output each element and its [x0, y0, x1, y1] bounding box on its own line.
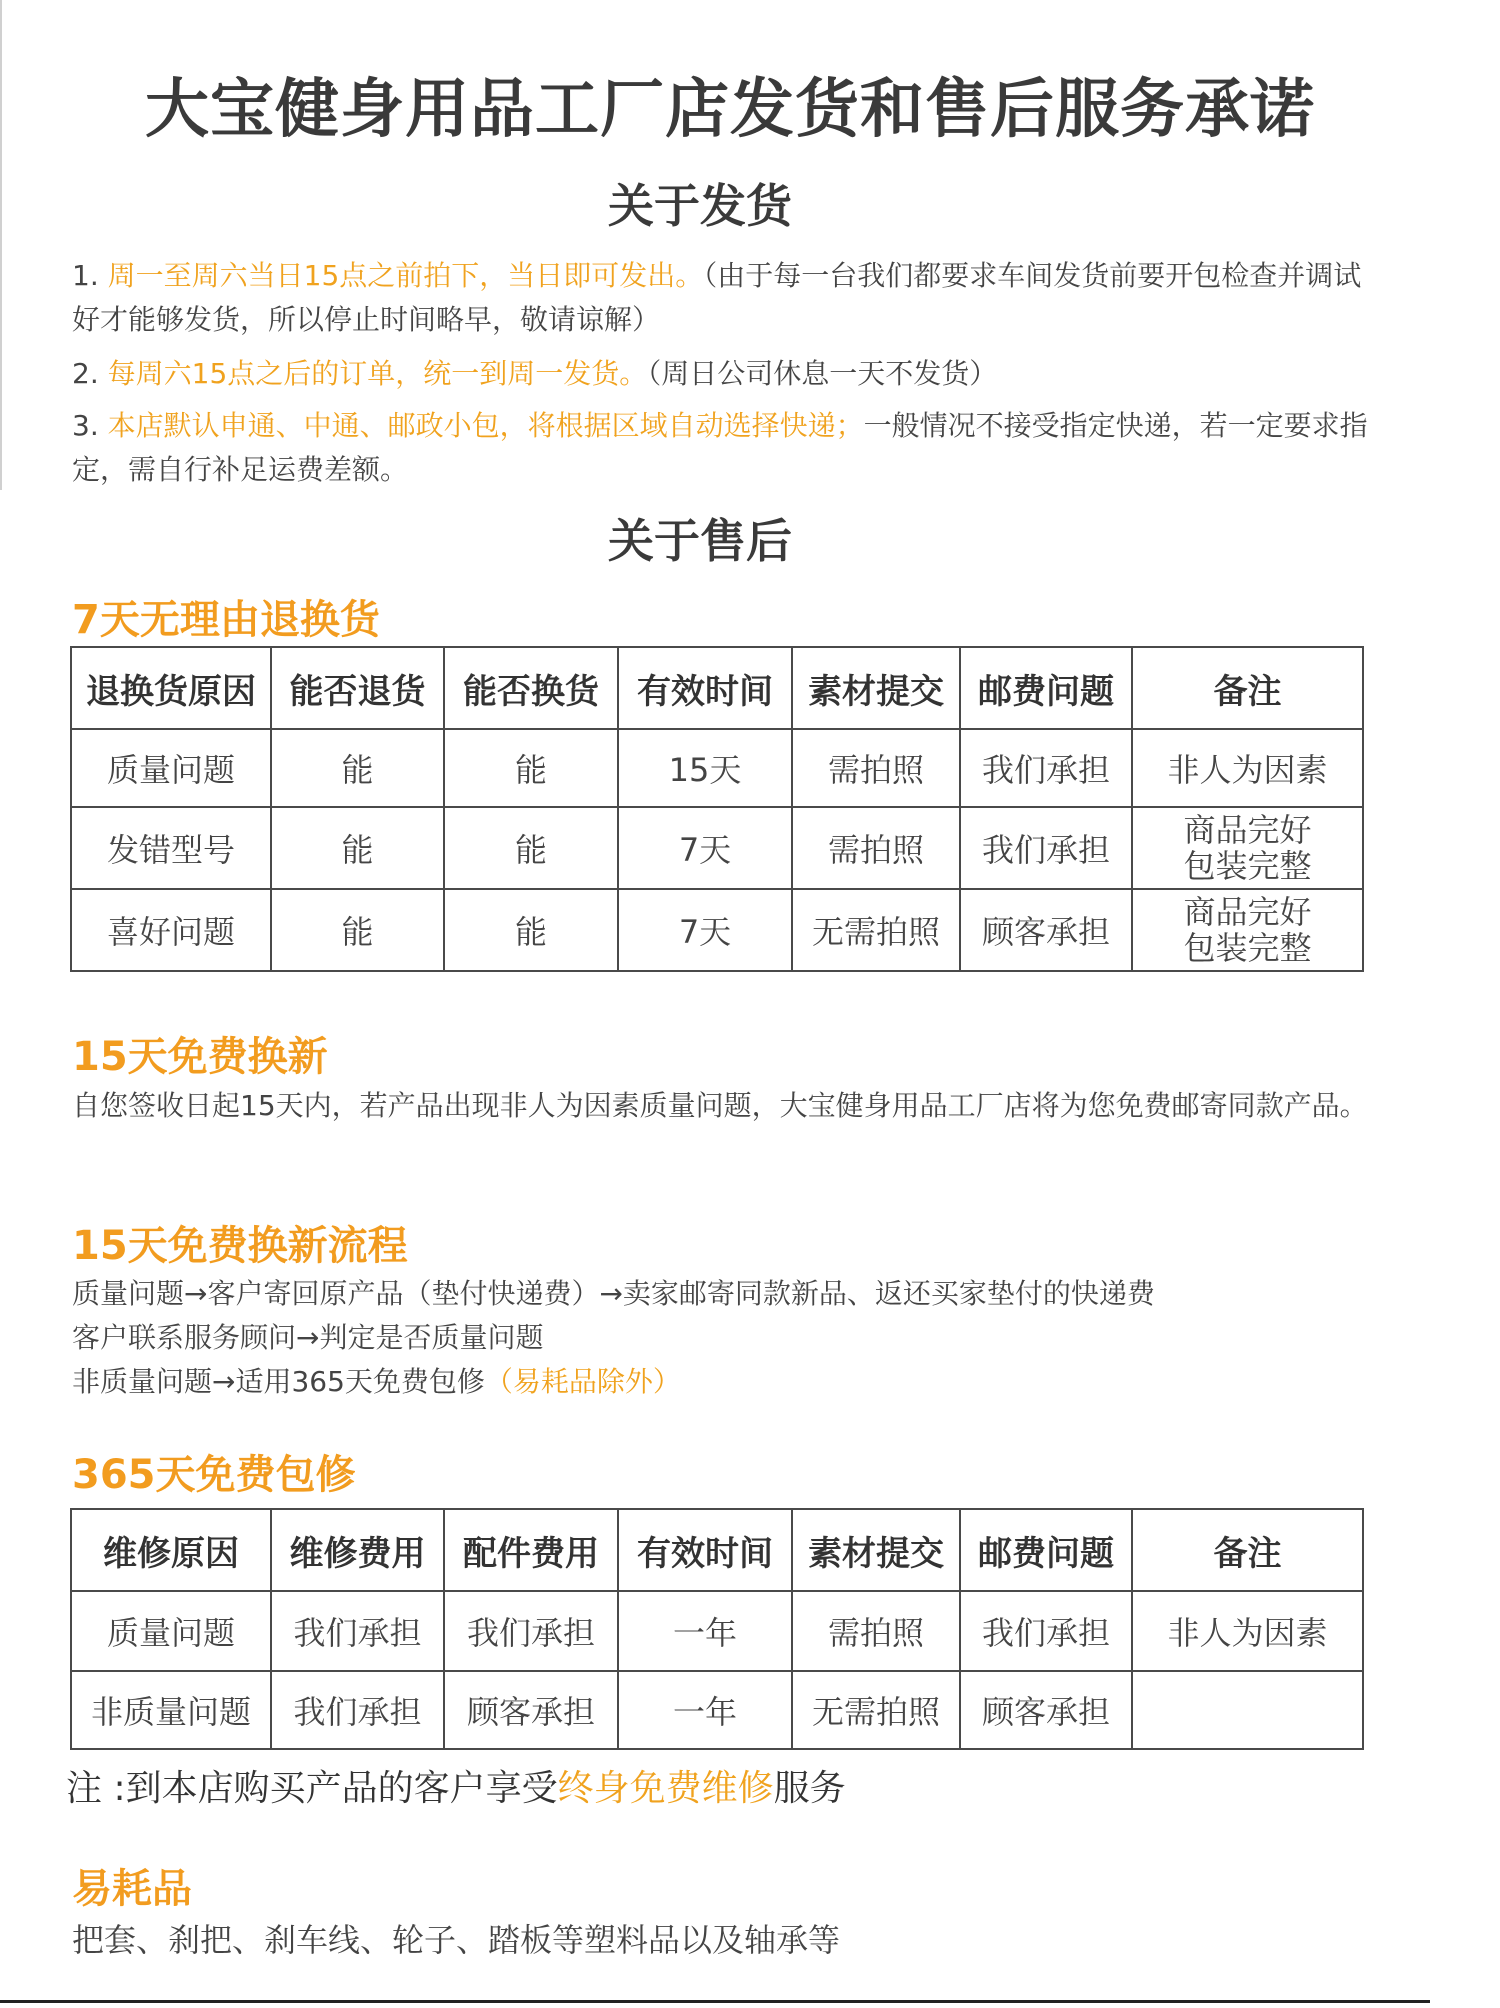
table-row	[71, 807, 1363, 889]
table-cell-note: 商品完好 包装完整	[1132, 807, 1363, 889]
table-cell: 需拍照	[792, 1591, 960, 1671]
table-cell: 质量问题	[71, 1591, 271, 1671]
table-cell: 顾客承担	[960, 1671, 1132, 1749]
replacement-title: 15天免费换新	[72, 1034, 328, 1080]
shipping-item-3-highlight: 本店默认申通、中通、邮政小包，将根据区域自动选择快递；	[107, 409, 864, 442]
table-cell: 能	[444, 807, 618, 889]
table-row	[71, 889, 1363, 971]
repair-header-postage: 邮费问题	[960, 1509, 1132, 1591]
repair-header-repair-fee: 维修费用	[271, 1509, 444, 1591]
table-cell: 15天	[618, 729, 792, 807]
repair-header-parts-fee: 配件费用	[444, 1509, 618, 1591]
table-cell: 7天	[618, 807, 792, 889]
shipping-item-3: 3. 本店默认申通、中通、邮政小包，将根据区域自动选择快递；一般情况不接受指定快递，若一定要求指定，需自行补足运费差额。	[72, 409, 1368, 486]
table-cell: 我们承担	[271, 1591, 444, 1671]
process-line-2: 客户联系服务顾问→判定是否质量问题	[72, 1321, 544, 1354]
table-row	[71, 1671, 1363, 1749]
table-cell: 无需拍照	[792, 889, 960, 971]
table-cell: 无需拍照	[792, 1671, 960, 1749]
repair-header-reason: 维修原因	[71, 1509, 271, 1591]
table-cell: 需拍照	[792, 807, 960, 889]
table-cell: 能	[444, 889, 618, 971]
replacement-process-title: 15天免费换新流程	[72, 1223, 408, 1269]
table-cell: 非人为因素	[1132, 729, 1363, 807]
process-line-1: 质量问题→客户寄回原产品（垫付快递费）→卖家邮寄同款新品、返还买家垫付的快递费	[72, 1277, 1155, 1310]
table-cell: 我们承担	[960, 729, 1132, 807]
table-cell: 能	[271, 807, 444, 889]
table-cell	[1132, 1671, 1363, 1749]
shipping-item-1: 1. 周一至周六当日15点之前拍下，当日即可发出。（由于每一台我们都要求车间发货前要开包检查并调试好才能够发货，所以停止时间略早，敬请谅解）	[72, 259, 1362, 336]
return-header-validity: 有效时间	[618, 647, 792, 729]
table-cell: 7天	[618, 889, 792, 971]
return-header-refund: 能否退货	[271, 647, 444, 729]
repair-header-validity: 有效时间	[618, 1509, 792, 1591]
consumables-text: 把套、刹把、刹车线、轮子、踏板等塑料品以及轴承等	[72, 1921, 841, 1959]
table-cell: 需拍照	[792, 729, 960, 807]
return-header-exchange: 能否换货	[444, 647, 618, 729]
shipping-item-2-highlight: 每周六15点之后的订单，统一到周一发货。	[107, 357, 648, 390]
table-cell: 我们承担	[960, 1591, 1132, 1671]
repair-title: 365天免费包修	[72, 1452, 356, 1498]
page-title: 大宝健身用品工厂店发货和售后服务承诺	[145, 73, 1315, 147]
lifetime-repair-note: 注 :到本店购买产品的客户享受终身免费维修服务	[66, 1768, 846, 1809]
shipping-item-2: 2. 每周六15点之后的订单，统一到周一发货。（周日公司休息一天不发货）	[72, 357, 998, 390]
return-header-reason: 退换货原因	[71, 647, 271, 729]
shipping-item-1-highlight: 周一至周六当日15点之前拍下，当日即可发出。	[107, 259, 704, 292]
return-policy-title: 7天无理由退换货	[72, 597, 380, 643]
table-cell: 能	[444, 729, 618, 807]
repair-header-note: 备注	[1132, 1509, 1363, 1591]
return-table	[70, 646, 1364, 972]
table-cell-note: 商品完好 包装完整	[1132, 889, 1363, 971]
shipping-item-2-rest: （周日公司休息一天不发货）	[647, 357, 998, 390]
return-header-note: 备注	[1132, 647, 1363, 729]
table-cell: 一年	[618, 1591, 792, 1671]
shipping-heading: 关于发货	[608, 179, 792, 233]
table-cell: 我们承担	[271, 1671, 444, 1749]
lifetime-repair-highlight: 终身免费维修	[557, 1768, 774, 1809]
bottom-divider	[0, 2000, 1430, 2003]
table-cell: 我们承担	[444, 1591, 618, 1671]
table-cell: 发错型号	[71, 807, 271, 889]
repair-table-header-row	[71, 1509, 1363, 1591]
table-row	[71, 729, 1363, 807]
return-table-header-row	[71, 647, 1363, 729]
table-cell: 非人为因素	[1132, 1591, 1363, 1671]
table-cell: 顾客承担	[444, 1671, 618, 1749]
aftersale-heading: 关于售后	[608, 514, 792, 568]
shipping-item-1-rest: （由于每一台我们都要求车间发货前要开包检查并调试好才能够发货，所以停止时间略早，敬请谅解）	[72, 259, 1362, 336]
table-cell: 质量问题	[71, 729, 271, 807]
return-header-evidence: 素材提交	[792, 647, 960, 729]
table-row	[71, 1591, 1363, 1671]
table-cell: 顾客承担	[960, 889, 1132, 971]
table-cell: 我们承担	[960, 807, 1132, 889]
table-cell: 非质量问题	[71, 1671, 271, 1749]
repair-table	[70, 1508, 1364, 1750]
consumables-title: 易耗品	[72, 1866, 192, 1912]
table-cell: 能	[271, 889, 444, 971]
return-header-postage: 邮费问题	[960, 647, 1132, 729]
table-cell: 能	[271, 729, 444, 807]
process-line-3: 非质量问题→适用365天免费包修（易耗品除外）	[72, 1365, 681, 1398]
table-cell: 喜好问题	[71, 889, 271, 971]
shipping-item-3-rest: 一般情况不接受指定快递，若一定要求指定，需自行补足运费差额。	[72, 409, 1368, 486]
repair-header-evidence: 素材提交	[792, 1509, 960, 1591]
table-cell: 一年	[618, 1671, 792, 1749]
process-line-3-highlight: （易耗品除外）	[484, 1365, 681, 1398]
replacement-text: 自您签收日起15天内，若产品出现非人为因素质量问题，大宝健身用品工厂店将为您免费邮寄同款产品。	[72, 1089, 1368, 1122]
